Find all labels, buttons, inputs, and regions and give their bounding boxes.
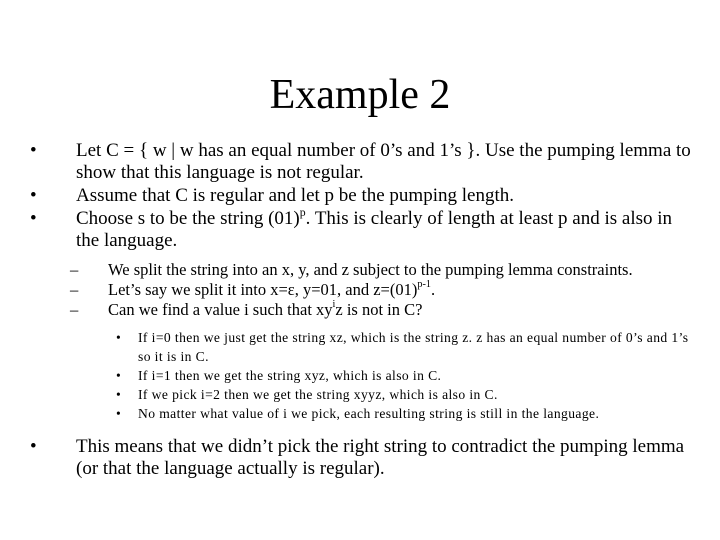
bullet-icon: • xyxy=(30,185,37,206)
bullet-icon: • xyxy=(30,436,37,457)
sub-bullet-point xyxy=(28,260,698,280)
sub-sub-bullet-text: If i=0 then we just get the string xz, which is the string z. z has an equal number of 0’s and 1’s so it is in C. xyxy=(138,330,689,364)
sub-bullet-point xyxy=(28,300,698,320)
sub-sub-bullet-point xyxy=(28,366,698,385)
bullet-point xyxy=(28,140,698,184)
bullet-text: Let C = { w | w has an equal number of 0’s and 1’s }. Use the pumping lemma to show that this language is not regular. xyxy=(76,140,691,183)
dash-icon: – xyxy=(70,280,79,299)
bullet-text: Assume that C is regular and let p be the pumping length. xyxy=(76,185,514,206)
slide-title: Example 2 xyxy=(269,72,451,118)
sub-sub-bullet-text: No matter what value of i we pick, each resulting string is still in the language. xyxy=(138,406,600,421)
bullet-point xyxy=(28,205,698,252)
bullet-icon: • xyxy=(116,368,122,383)
bullet-point xyxy=(28,185,698,207)
bullet-icon: • xyxy=(116,330,122,345)
dash-icon: – xyxy=(70,300,79,319)
bullet-icon: • xyxy=(116,406,122,421)
sub-sub-bullet-text: If i=1 then we get the string xyz, which is also in C. xyxy=(138,368,442,383)
sub-bullet-text: We split the string into an x, y, and z subject to the pumping lemma constraints. xyxy=(108,260,633,279)
dash-icon: – xyxy=(70,260,79,279)
superscript: i xyxy=(332,299,336,311)
subsubpoint-group xyxy=(28,328,698,423)
sub-sub-bullet-point xyxy=(28,328,698,366)
subpoint-group xyxy=(28,260,698,320)
sub-bullet-point xyxy=(28,280,698,300)
bullet-icon: • xyxy=(116,387,122,402)
bullet-point-conclusion xyxy=(28,436,698,480)
bullet-icon: • xyxy=(30,140,37,161)
bullet-text: Choose s to be the string $(01)^p$. This is clearly of length at least p and is also in the language. xyxy=(76,205,673,251)
slide-body xyxy=(28,140,698,481)
superscript: p xyxy=(299,205,306,219)
sub-bullet-text: Can we find a value i such that $xy^iz$ is not in C? xyxy=(108,299,423,319)
bullet-text: This means that we didn’t pick the right string to contradict the pumping lemma (or that the language actually is regular). xyxy=(76,436,685,479)
bullet-icon: • xyxy=(30,208,37,229)
sub-sub-bullet-point xyxy=(28,404,698,423)
superscript: p-1 xyxy=(417,279,431,291)
sub-sub-bullet-text: If we pick i=2 then we get the string xyyz, which is also in C. xyxy=(138,387,498,402)
sub-bullet-text: Let’s say we split it into x=ε, y=01, and $z=(01)^{p-1}$. xyxy=(108,279,436,299)
sub-sub-bullet-point xyxy=(28,385,698,404)
